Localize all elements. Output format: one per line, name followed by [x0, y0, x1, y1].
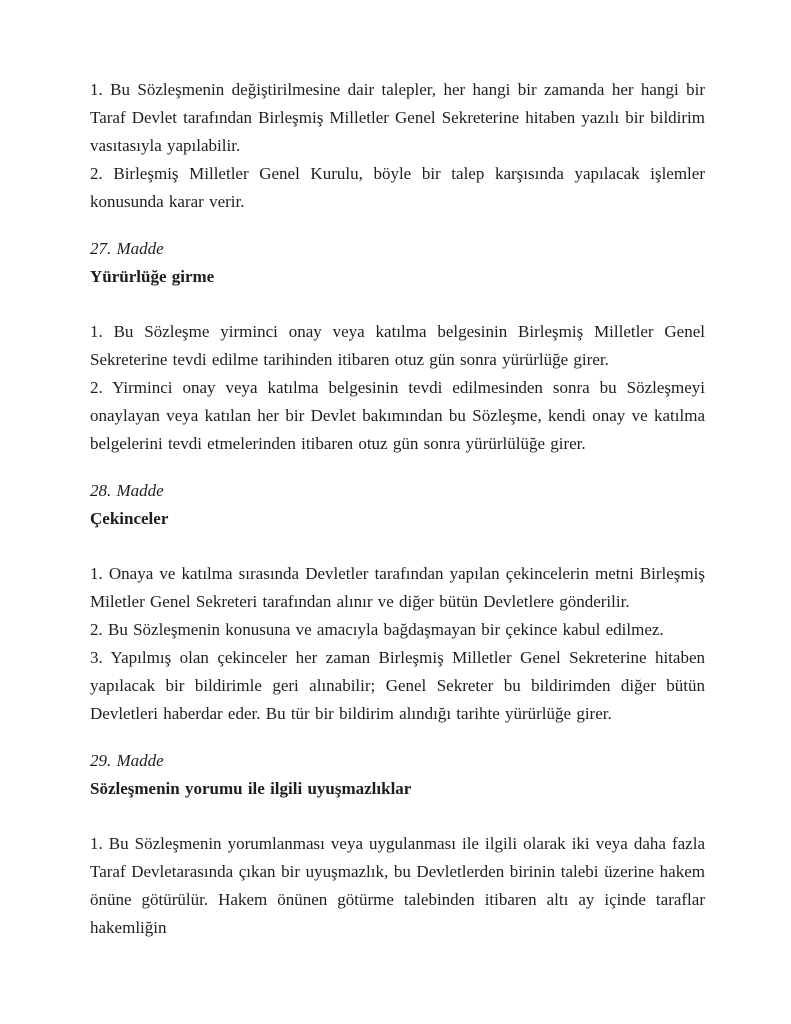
paragraph: 3. Yapılmış olan çekinceler her zaman Birleşmiş Milletler Genel Sekreterine hitaben yapılacak bir bildirimle geri alınabilir; Genel Sekreter bu bildirimden diğer bütün Devletleri haberdar eder. Bu tür bir bildirim alındığı tarihte yürürlüğe girer.	[90, 648, 705, 723]
article-title-heading: Çekinceler	[90, 509, 169, 528]
article-number-heading: 27. Madde	[90, 239, 164, 258]
paragraph: 1. Bu Sözleşme yirminci onay veya katılma belgesinin Birleşmiş Milletler Genel Sekreterine tevdi edilme tarihinden itibaren otuz gün sonra yürürlüğe girer.	[90, 322, 705, 369]
paragraph: 2. Yirminci onay veya katılma belgesinin tevdi edilmesinden sonra bu Sözleşmeyi onaylayan veya katılan her bir Devlet bakımından bu Sözleşme, kendi onay ve katılma belgelerini tevdi etmelerinden itibaren otuz gün sonra yürürlülüğe girer.	[90, 378, 705, 453]
article-title-heading: Sözleşmenin yorumu ile ilgili uyuşmazlıklar	[90, 779, 412, 798]
paragraph: 1. Onaya ve katılma sırasında Devletler tarafından yapılan çekincelerin metni Birleşmiş Miletler Genel Sekreteri tarafından alınır ve diğer bütün Devletlere gönderilir.	[90, 564, 705, 611]
article-number-heading: 28. Madde	[90, 481, 164, 500]
article-number-heading: 29. Madde	[90, 751, 164, 770]
paragraph: 1. Bu Sözleşmenin değiştirilmesine dair talepler, her hangi bir zamanda her hangi bir Taraf Devlet tarafından Birleşmiş Milletler Genel Sekreterine hitaben yazılı bir bildirim vasıtasıyla yapılabilir.	[90, 80, 705, 155]
paragraph: 1. Bu Sözleşmenin yorumlanması veya uygulanması ile ilgili olarak iki veya daha fazla Taraf Devletarasında çıkan bir uyuşmazlık, bu Devletlerden birinin talebi üzerine hakem önüne götürülür. Hakem önünen götürme talebinden itibaren altı ay içinde taraflar hakemliğin	[90, 834, 705, 937]
paragraph: 2. Bu Sözleşmenin konusuna ve amacıyla bağdaşmayan bir çekince kabul edilmez.	[90, 620, 664, 639]
article-title-heading: Yürürlüğe girme	[90, 267, 215, 286]
paragraph: 2. Birleşmiş Milletler Genel Kurulu, böyle bir talep karşısında yapılacak işlemler konusunda karar verir.	[90, 164, 705, 211]
